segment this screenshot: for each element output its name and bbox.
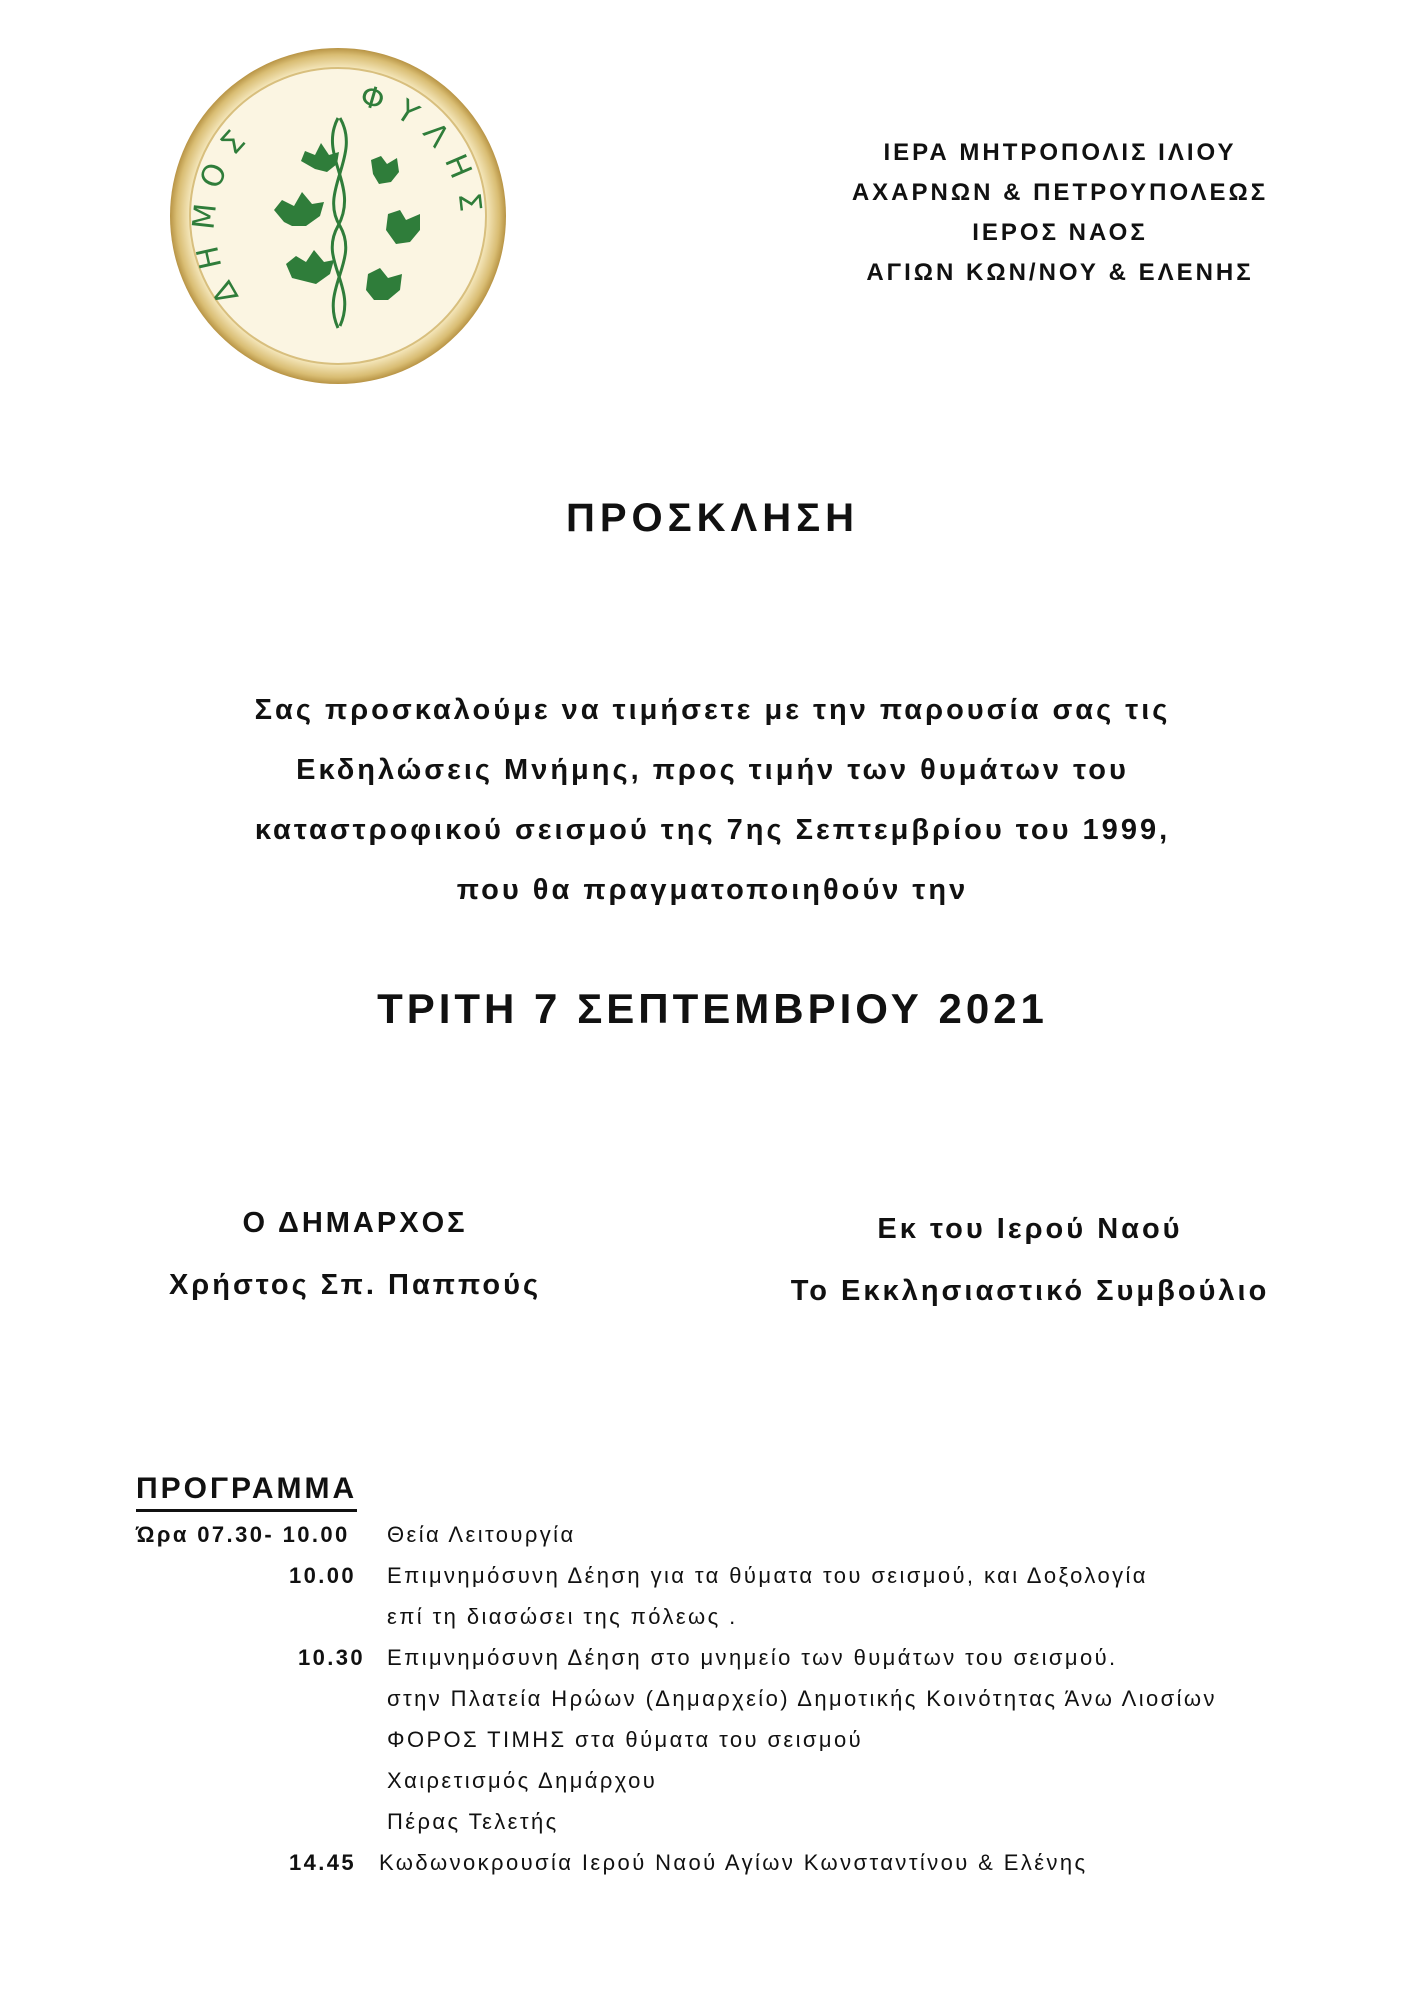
program-item-text: ΦΟΡΟΣ ΤΙΜΗΣ στα θύματα του σεισμού [387, 1727, 864, 1752]
program-row [136, 1521, 350, 1549]
program-heading: ΠΡΟΓΡΑΜΜΑ [136, 1470, 357, 1512]
program-item-text: Θεία Λειτουργία [387, 1522, 576, 1547]
program-item-text: επί τη διασώσει της πόλεως . [387, 1604, 738, 1629]
logo-text-right: ΦΥΛΗΣ [356, 78, 490, 228]
header-church-line-1: ΙΕΡΟΣ ΝΑΟΣ [972, 219, 1148, 246]
intro-line-1: Σας προσκαλούμε να τιμήσετε με την παρουσία σας τις [254, 694, 1171, 726]
page-title: ΠΡΟΣΚΛΗΣΗ [565, 496, 860, 540]
logo-text-left: ΔΗΜΟΣ [186, 113, 263, 311]
intro-line-3: καταστροφικού σεισμού της 7ης Σεπτεμβρίου του 1999, [254, 814, 1171, 846]
program-item-text: Κωδωνοκρουσία Ιερού Ναού Αγίων Κωνσταντίνου & Ελένης [379, 1850, 1088, 1875]
event-date: ΤΡΙΤΗ 7 ΣΕΠΤΕΜΒΡΙΟΥ 2021 [377, 985, 1048, 1032]
program-item-text: Επιμνημόσυνη Δέηση στο μνημείο των θυμάτων του σεισμού. [387, 1645, 1118, 1670]
program-item-text: Πέρας Τελετής [387, 1809, 559, 1834]
header-church-line-2: ΑΓΙΩΝ ΚΩΝ/ΝΟΥ & ΕΛΕΝΗΣ [866, 259, 1254, 286]
church-signature-line-1: Εκ του Ιερού Ναού [877, 1213, 1183, 1245]
program-item-text: Επιμνημόσυνη Δέηση για τα θύματα του σεισμού, και Δοξολογία [387, 1563, 1148, 1588]
program-item-text: Χαιρετισμός Δημάρχου [387, 1768, 658, 1793]
program-item-text: στην Πλατεία Ηρώων (Δημαρχείο) Δημοτικής Κοινότητας Άνω Λιοσίων [387, 1686, 1217, 1711]
logo-inner-disc [190, 68, 486, 364]
program-time: 10.30 [298, 1645, 366, 1670]
header-metropolis-line-2: ΑΧΑΡΝΩΝ & ΠΕΤΡΟΥΠΟΛΕΩΣ [851, 179, 1269, 206]
mayor-title: Ο ΔΗΜΑΡΧΟΣ [242, 1207, 468, 1239]
intro-line-2: Εκδηλώσεις Μνήμης, προς τιμήν των θυμάτων του [296, 754, 1129, 786]
municipality-logo [168, 46, 508, 386]
church-signature-line-2: Το Εκκλησιαστικό Συμβούλιο [790, 1275, 1270, 1307]
intro-line-4: που θα πραγματοποιηθούν την [456, 874, 969, 906]
header-metropolis-line-1: ΙΕΡΑ ΜΗΤΡΟΠΟΛΙΣ ΙΛΙΟΥ [883, 139, 1237, 166]
mayor-name: Χρήστος Σπ. Παππούς [168, 1269, 542, 1301]
program-time: Ώρα 07.30- 10.00 [136, 1522, 350, 1547]
program-time: 10.00 [289, 1563, 357, 1588]
program-time: 14.45 [289, 1850, 357, 1875]
